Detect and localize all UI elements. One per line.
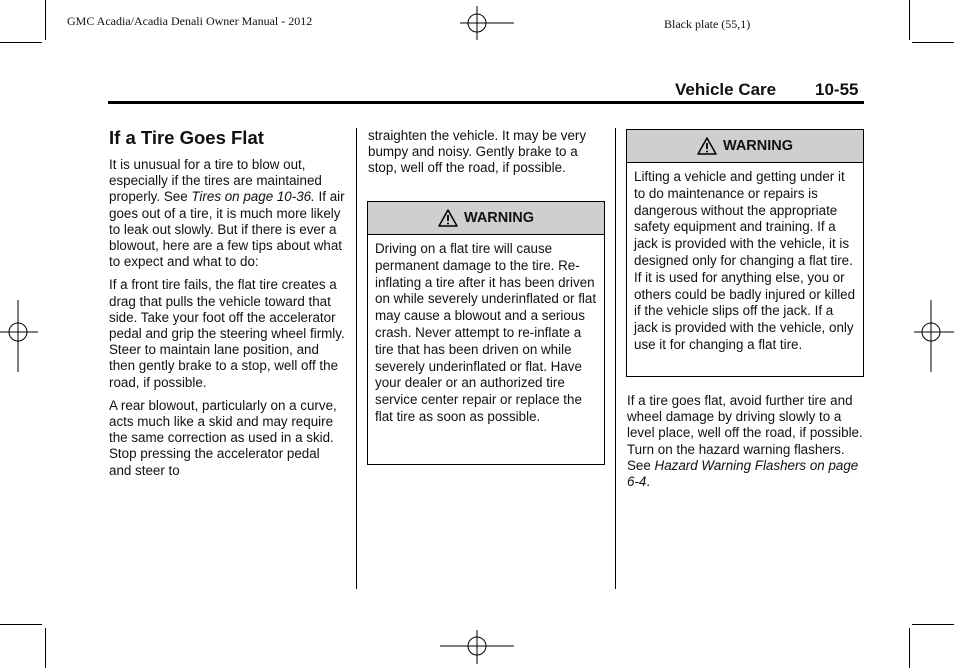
- section-name: Vehicle Care: [675, 80, 777, 99]
- trim-mark: [912, 42, 954, 43]
- paragraph: A rear blowout, particularly on a curve, acts much like a skid and may require the same correction as used in a skid. Stop pressing the accelerator pedal and steer to: [109, 397, 337, 478]
- trim-mark: [0, 624, 42, 625]
- cross-reference-link[interactable]: Tires on page 10-36.: [191, 189, 315, 205]
- warning-box: [626, 129, 864, 377]
- warning-text: Lifting a vehicle and getting under it to do maintenance or repairs is dangerous without the appropriate safety equipment and training. If a jack is provided with the vehicle, it is designed only for changing a flat tire. If it is used for anything else, you or others could be badly injured or killed if the vehicle slips off the jack. If a jack is provided with the vehicle, only use it for changing a flat tire.: [634, 169, 856, 352]
- column-2: [368, 128, 604, 184]
- page-title: If a Tire Goes Flat: [109, 127, 264, 148]
- registration-mark-icon: [440, 630, 514, 664]
- trim-mark: [909, 628, 910, 668]
- registration-mark-icon: [0, 300, 38, 372]
- cross-reference-link[interactable]: Hazard Warning Flashers on page 6-4: [627, 457, 859, 490]
- warning-header: [368, 202, 604, 235]
- warning-text: Driving on a flat tire will cause permanent damage to the tire. Re-inflating a tire after it has been driven on while severely underinflated or flat may cause a blowout and a serious crash. Never attempt to re-inflate a tire that has been driven on while severely underinflated or flat. Have your dealer or an authorized tire service center repair or replace the flat tire as soon as possible.: [375, 241, 597, 424]
- plate-number: Black plate (55,1): [664, 17, 751, 31]
- registration-mark-icon: [914, 300, 954, 372]
- warning-label: WARNING: [463, 210, 535, 226]
- column-divider: [615, 128, 616, 589]
- warning-triangle-icon: [697, 137, 717, 155]
- warning-header: [627, 130, 863, 163]
- paragraph-text: It is unusual for a tire to blow out, especially if the tires are maintained properly. See: [109, 157, 322, 205]
- paragraph-text: If a tire goes flat, avoid further tire and wheel damage by driving slowly to a level place, well off the road, if possible. Turn on the hazard warning flashers. See: [627, 393, 863, 473]
- column-1: [109, 127, 345, 486]
- paragraph-text: .: [646, 474, 651, 490]
- warning-box: [367, 201, 605, 465]
- trim-mark: [45, 0, 46, 40]
- paragraph: [109, 157, 345, 270]
- trim-mark: [0, 42, 42, 43]
- warning-triangle-icon: [438, 209, 458, 227]
- manual-title: GMC Acadia/Acadia Denali Owner Manual - 2012: [67, 14, 313, 28]
- warning-label: WARNING: [722, 138, 794, 154]
- trim-mark: [45, 628, 46, 668]
- paragraph: straighten the vehicle. It may be very bumpy and noisy. Gently brake to a stop, well off the road, if possible.: [368, 128, 587, 176]
- trim-mark: [912, 624, 954, 625]
- header-rule: [108, 101, 864, 104]
- paragraph: [627, 393, 863, 490]
- registration-mark-icon: [460, 6, 514, 40]
- column-3: [627, 393, 863, 497]
- column-divider: [356, 128, 357, 589]
- paragraph-text: If air goes out of a tire, it is much more likely to leak out slowly. But if there is ever a blowout, here are a few tips about what to expect and what to do:: [109, 189, 345, 270]
- page-number: 10-55: [815, 80, 859, 99]
- trim-mark: [909, 0, 910, 40]
- paragraph: If a front tire fails, the flat tire creates a drag that pulls the vehicle toward that side. Take your foot off the accelerator pedal and grip the steering wheel firmly. Steer to maintain lane position, and then gently brake to a stop, well off the road, if possible.: [109, 277, 345, 390]
